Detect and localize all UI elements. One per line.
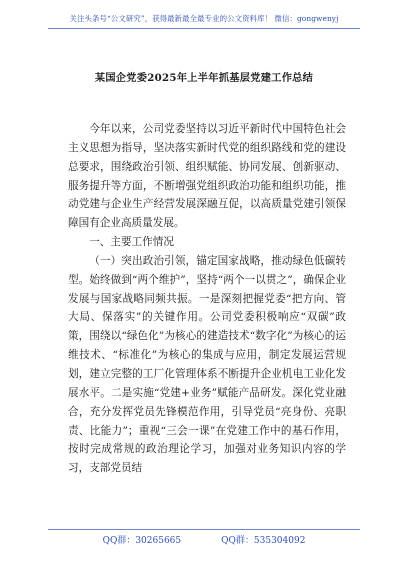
footer-contact <box>0 533 408 546</box>
qq-group-1: QQ群：30265665 <box>102 536 182 546</box>
qq-group-2: QQ群：535304092 <box>221 536 306 546</box>
promo-banner: 关注头条号“公文研究”，获得最新最全最专业的公文资料库！ 微信：gongwenyj <box>69 14 339 23</box>
header-divider <box>48 28 360 29</box>
section-heading: 一、主要工作情况 <box>89 236 174 249</box>
document-title: 某国企党委2025年上半年抓基层党建工作总结 <box>94 72 314 84</box>
body-paragraph: （一）突出政治引领，锚定国家战略，推动绿色低碳转型。始终做到“两个维护”，坚持“两个一以贯之”，确保企业发展与国家战略同频共振。一是深刻把握党委“把方向、管大局、保落实”的关键作用。公司党委积极响应“双碳”政策，围绕以“绿色化”为核心的建造技术“数字化”为核心的运维技术、“标准化”为核心的集成与应用，制定发展运营规划，建立完整的工厂化管理体系不断提升企业机电工业化发展水平。二是实施“党建+业务”赋能产品研发。深化党业融合，充分发挥党员先锋模范作用，引导党员“亮身份、亮职责、比能力”；重视“三会一课”在党建工作中的基石作用，按时完成常规的政治理论学习，加强对业务知识内容的学习，支部党员结 <box>68 254 346 475</box>
intro-paragraph: 今年以来，公司党委坚持以习近平新时代中国特色社会主义思想为指导，坚决落实新时代党的组织路线和党的建设总要求，围绕政治引领、组织赋能、协同发展、创新驱动、服务提升等方面，不断增强党组织政治功能和组织功能，推动党建与企业生产经营发展深融互促，以高质量党建引领保障国有企业高质量发展。 <box>68 123 346 230</box>
footer-divider <box>48 529 360 530</box>
document-body <box>68 120 346 478</box>
